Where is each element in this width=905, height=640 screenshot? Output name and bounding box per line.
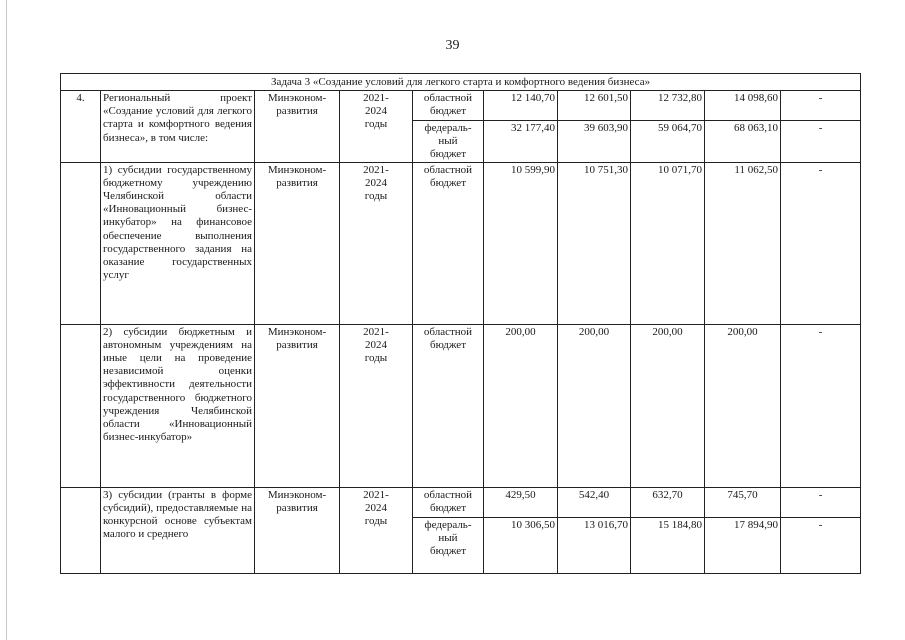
task-title: Задача 3 «Создание условий для легкого старта и комфортного ведения бизнеса» xyxy=(61,74,861,91)
extra-column-value: - xyxy=(781,121,861,163)
extra-column-value: - xyxy=(781,517,861,573)
row-number: 4. xyxy=(61,91,101,163)
amount-2024: 11 062,50 xyxy=(705,162,781,324)
implementation-period: 2021- 2024 годы xyxy=(340,91,413,163)
amount-2022: 10 751,30 xyxy=(558,162,631,324)
extra-column-value: - xyxy=(781,324,861,487)
funding-source: областной бюджет xyxy=(413,91,484,121)
amount-2023: 632,70 xyxy=(631,487,705,517)
funding-source: федераль- ный бюджет xyxy=(413,121,484,163)
responsible-executor: Минэконом- развития xyxy=(255,324,340,487)
amount-2021: 429,50 xyxy=(484,487,558,517)
amount-2022: 39 603,90 xyxy=(558,121,631,163)
implementation-period: 2021- 2024 годы xyxy=(340,487,413,573)
amount-2024: 200,00 xyxy=(705,324,781,487)
responsible-executor: Минэконом- развития xyxy=(255,487,340,573)
table-row xyxy=(61,162,861,324)
amount-2021: 200,00 xyxy=(484,324,558,487)
measure-name: 2) субсидии бюджетным и автономным учреждениям на иные цели на проведение независимой оценки эффективности деятельности государственного бюджетного учреждения Челябинской области «Инновационный бизнес-инкубатор» xyxy=(101,324,255,487)
measure-name: 3) субсидии (гранты в форме субсидий), предоставляемые на конкурсной основе субъектам малого и среднего xyxy=(101,487,255,573)
amount-2023: 59 064,70 xyxy=(631,121,705,163)
amount-2021: 10 599,90 xyxy=(484,162,558,324)
task-title-row xyxy=(61,74,861,91)
implementation-period: 2021- 2024 годы xyxy=(340,324,413,487)
extra-column-value: - xyxy=(781,487,861,517)
amount-2024: 745,70 xyxy=(705,487,781,517)
page-number: 39 xyxy=(445,38,460,53)
row-number xyxy=(61,162,101,324)
measure-name: 1) субсидии государственному бюджетному учреждению Челябинской области «Инновационный бизнес-инкубатор» на финансовое обеспечение выполнения государственного задания на оказание государственных услуг xyxy=(101,162,255,324)
responsible-executor: Минэконом- развития xyxy=(255,91,340,163)
amount-2022: 200,00 xyxy=(558,324,631,487)
amount-2024: 17 894,90 xyxy=(705,517,781,573)
amount-2021: 12 140,70 xyxy=(484,91,558,121)
row-number xyxy=(61,324,101,487)
budget-table xyxy=(60,73,861,574)
measure-name: Региональный проект «Создание условий для легкого старта и комфортного ведения бизнеса», в том числе: xyxy=(101,91,255,163)
table-row xyxy=(61,487,861,517)
table-row xyxy=(61,324,861,487)
page-left-edge xyxy=(6,0,7,640)
amount-2022: 12 601,50 xyxy=(558,91,631,121)
row-number xyxy=(61,487,101,573)
funding-source: федераль- ный бюджет xyxy=(413,517,484,573)
amount-2023: 200,00 xyxy=(631,324,705,487)
responsible-executor: Минэконом- развития xyxy=(255,162,340,324)
amount-2023: 15 184,80 xyxy=(631,517,705,573)
table-row xyxy=(61,91,861,121)
funding-source: областной бюджет xyxy=(413,162,484,324)
funding-source: областной бюджет xyxy=(413,324,484,487)
extra-column-value: - xyxy=(781,162,861,324)
amount-2024: 68 063,10 xyxy=(705,121,781,163)
amount-2022: 13 016,70 xyxy=(558,517,631,573)
extra-column-value: - xyxy=(781,91,861,121)
funding-source: областной бюджет xyxy=(413,487,484,517)
amount-2021: 10 306,50 xyxy=(484,517,558,573)
amount-2023: 10 071,70 xyxy=(631,162,705,324)
implementation-period: 2021- 2024 годы xyxy=(340,162,413,324)
amount-2024: 14 098,60 xyxy=(705,91,781,121)
amount-2023: 12 732,80 xyxy=(631,91,705,121)
amount-2021: 32 177,40 xyxy=(484,121,558,163)
amount-2022: 542,40 xyxy=(558,487,631,517)
